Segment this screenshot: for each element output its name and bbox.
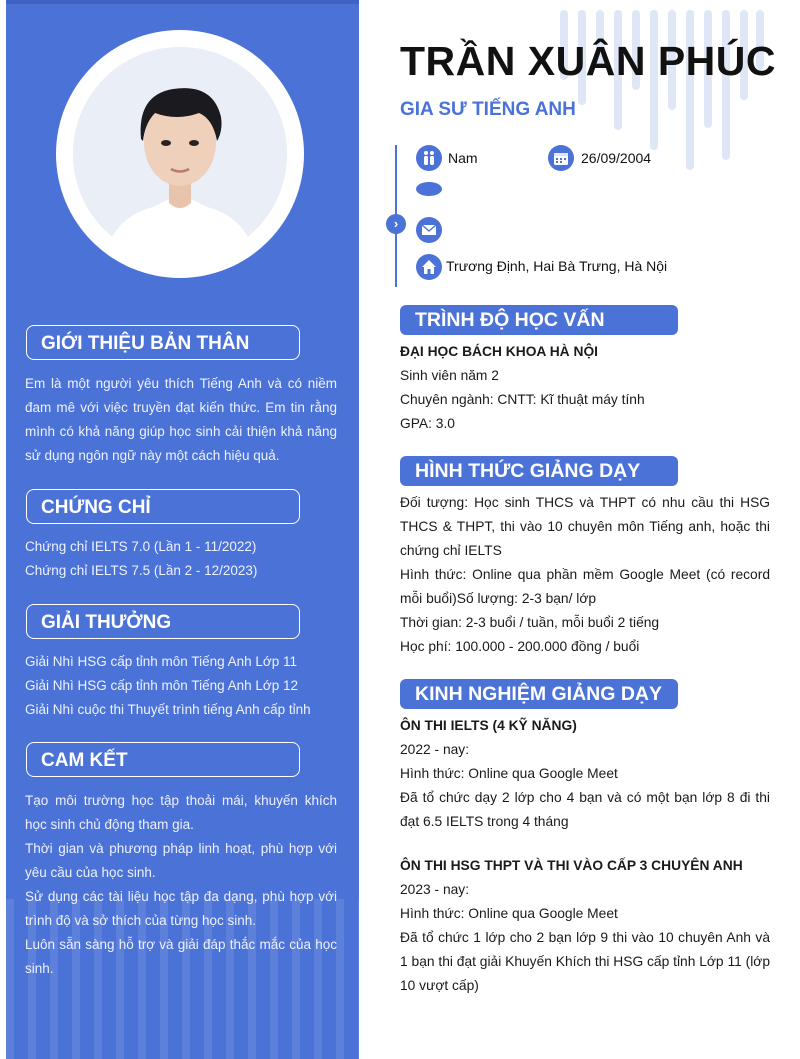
format-fee: Học phí: 100.000 - 200.000 đồng / buổi — [400, 639, 640, 654]
experience-title: KINH NGHIỆM GIẢNG DẠY — [400, 679, 678, 709]
certificate-item: Chứng chỉ IELTS 7.0 (Lần 1 - 11/2022) — [25, 539, 257, 554]
award-item: Giải Nhì HSG cấp tỉnh môn Tiếng Anh Lớp 12 — [25, 678, 299, 693]
experience-item — [400, 854, 770, 998]
school-name: ĐẠI HỌC BÁCH KHOA HÀ NỘI — [400, 344, 599, 359]
school-major: Chuyên ngành: CNTT: Kĩ thuật máy tính — [400, 392, 645, 407]
candidate-name: TRẦN XUÂN PHÚC — [400, 38, 776, 84]
certificates-title: CHỨNG CHỈ — [26, 489, 300, 524]
experience-item — [400, 714, 770, 834]
certificate-item: Chứng chỉ IELTS 7.5 (Lần 2 - 12/2023) — [25, 563, 258, 578]
intro-paragraph: Em là một người yêu thích Tiếng Anh và có niềm đam mê với việc truyền đạt kiến thức. Em tin rằng mình có khả năng giúp học sinh cải thiện khả năng sử dụng ngôn ngữ này một cách hiệu quả. — [25, 376, 337, 463]
education-section — [400, 340, 770, 436]
experience-period: 2022 - nay: — [400, 742, 470, 757]
commitment-title: CAM KẾT — [26, 742, 300, 777]
awards-list — [25, 650, 337, 722]
experience-detail: Đã tổ chức 1 lớp cho 2 bạn lớp 9 thi vào 10 chuyên Anh và 1 bạn thi đạt giải Khuyến Khích thi HSG cấp tỉnh Lớp 11 (lớp 10 vượt cấp) — [400, 930, 770, 993]
education-title: TRÌNH ĐỘ HỌC VẤN — [400, 305, 678, 335]
experience-format: Hình thức: Online qua Google Meet — [400, 906, 618, 921]
format-time: Thời gian: 2-3 buổi / tuần, mỗi buổi 2 tiếng — [400, 615, 660, 630]
format-target: Đối tượng: Học sinh THCS và THPT có nhu cầu thi HSG THCS & THPT, thi vào 10 chuyên môn Tiếng anh, hoặc thi chứng chỉ IELTS — [400, 495, 770, 558]
address-text: Trương Định, Hai Bà Trưng, Hà Nội — [446, 258, 668, 274]
format-section — [400, 491, 770, 659]
dob-text: 26/09/2004 — [581, 150, 652, 166]
experience-format: Hình thức: Online qua Google Meet — [400, 766, 618, 781]
home-icon — [416, 254, 442, 280]
sidebar — [6, 0, 359, 1059]
experience-period: 2023 - nay: — [400, 882, 470, 897]
school-gpa: GPA: 3.0 — [400, 416, 455, 431]
gender-text: Nam — [448, 150, 478, 166]
calendar-icon — [548, 145, 574, 171]
chevron-right-icon[interactable]: › — [386, 214, 406, 234]
awards-title: GIẢI THƯỞNG — [26, 604, 300, 639]
experience-heading: ÔN THI IELTS (4 KỸ NĂNG) — [400, 718, 577, 733]
award-item: Giải Nhì cuộc thi Thuyết trình tiếng Anh cấp tỉnh — [25, 702, 311, 717]
intro-text — [25, 372, 337, 468]
experience-detail: Đã tổ chức dạy 2 lớp cho 4 bạn và có một bạn lớp 8 đi thi đạt 6.5 IELTS trong 4 tháng — [400, 790, 770, 829]
avatar-frame — [56, 30, 304, 278]
candidate-role: GIA SƯ TIẾNG ANH — [400, 99, 576, 120]
mail-icon — [416, 217, 442, 243]
commitment-item: Luôn sẵn sàng hỗ trợ và giải đáp thắc mắc của học sinh. — [25, 937, 337, 976]
avatar — [73, 47, 287, 261]
intro-title: GIỚI THIỆU BẢN THÂN — [26, 325, 300, 360]
commitment-list — [25, 789, 337, 981]
format-method: Hình thức: Online qua phần mềm Google Meet (có record mỗi buổi)Số lượng: 2-3 bạn/ lớp — [400, 567, 770, 606]
gender-icon — [416, 145, 442, 171]
experience-heading: ÔN THI HSG THPT VÀ THI VÀO CẤP 3 CHUYÊN ANH — [400, 858, 743, 873]
commitment-item: Sử dụng các tài liệu học tập đa dạng, phù hợp với trình độ và sở thích của từng học sinh. — [25, 889, 337, 928]
award-item: Giải Nhì HSG cấp tỉnh môn Tiếng Anh Lớp 11 — [25, 654, 298, 669]
certificates-list — [25, 535, 337, 583]
sidebar-top-line — [6, 0, 359, 4]
commitment-item: Tạo môi trường học tập thoải mái, khuyến khích học sinh chủ động tham gia. — [25, 793, 337, 832]
phone-icon — [416, 182, 442, 196]
school-year: Sinh viên năm 2 — [400, 368, 499, 383]
commitment-item: Thời gian và phương pháp linh hoạt, phù hợp với yêu cầu của học sinh. — [25, 841, 337, 880]
format-title: HÌNH THỨC GIẢNG DẠY — [400, 456, 678, 486]
